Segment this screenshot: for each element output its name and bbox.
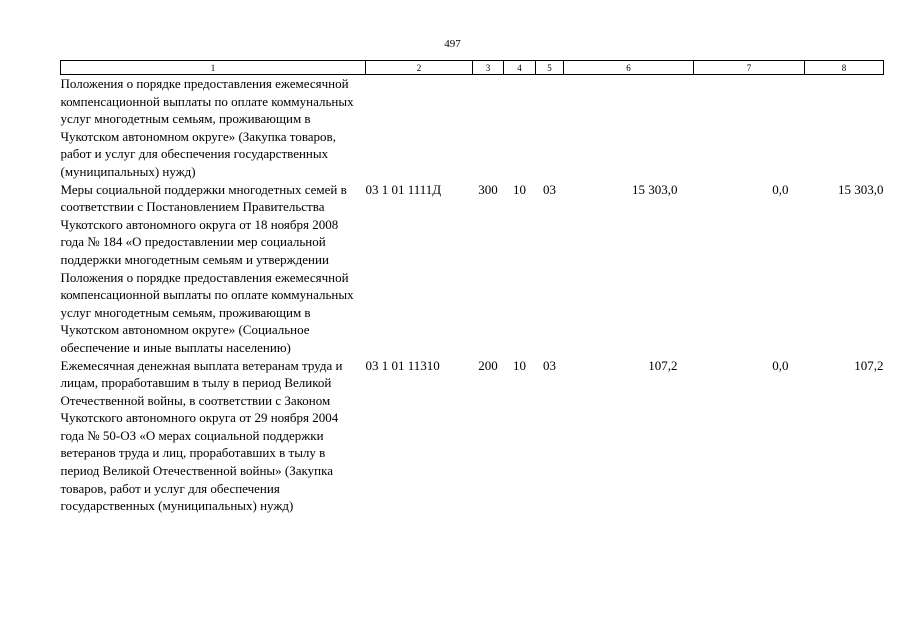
column-number: 1: [61, 61, 366, 75]
column-number: 6: [564, 61, 694, 75]
column-number: 2: [366, 61, 473, 75]
column-number: 7: [694, 61, 805, 75]
amount-total: [805, 75, 884, 181]
target-article-code: 03 1 01 11310: [365, 357, 440, 373]
amount-total: 15 303,0: [838, 181, 884, 197]
row-name: Ежемесячная денежная выплата ветеранам труда и лицам, проработавшим в тылу в период Великой Отечественной войны, в соответствии с Законом Чукотского автономного округа от 29 ноября 2004 года № 50-ОЗ «О мерах социальной поддержки ветеранов труда и лиц, проработавших в тылу в период Великой Отечественной войны» (Закупка товаров, работ и услуг для обеспечения государственных (муниципальных) нужд): [60, 357, 343, 514]
target-article-code: 03 1 01 1111Д: [365, 181, 442, 197]
subsection: 03: [543, 181, 556, 197]
expense-type: 300: [478, 181, 498, 197]
expense-type: [473, 75, 504, 181]
row-name: Меры социальной поддержки многодетных семей в соответствии с Постановлением Правительства Чукотского автономного округа от 18 ноября 2008 года № 184 «О предоставлении мер социальной поддержки многодетным семьям и утверждении Положения о порядке предоставления ежемесячной компенсационной выплаты по оплате коммунальных услуг многодетным семьям, проживающим в Чукотском автономном округе» (Социальное обеспечение и иные выплаты населению): [60, 181, 354, 355]
expense-type: 200: [478, 357, 498, 373]
column-number-row: [61, 61, 884, 75]
column-number: 5: [536, 61, 564, 75]
amount-change: 0,0: [772, 181, 789, 197]
section: [504, 75, 536, 181]
target-article-code: [366, 75, 473, 181]
section: 10: [513, 357, 526, 373]
table-row: [61, 357, 884, 515]
amount: 15 303,0: [632, 181, 678, 197]
table-row: [61, 75, 884, 181]
page-number: 497: [444, 38, 461, 50]
column-number: 3: [473, 61, 504, 75]
amount-total: 107,2: [854, 357, 884, 373]
row-name: Положения о порядке предоставления ежемесячной компенсационной выплаты по оплате коммунальных услуг многодетным семьям, проживающим в Чукотском автономном округе» (Закупка товаров, работ и услуг для обеспечения государственных (муниципальных) нужд): [60, 76, 354, 179]
budget-table: [60, 60, 884, 515]
subsection: 03: [543, 357, 556, 373]
amount: 107,2: [648, 357, 678, 373]
subsection: [536, 75, 564, 181]
amount-change: [694, 75, 805, 181]
amount: [564, 75, 694, 181]
section: 10: [513, 181, 526, 197]
column-number: 4: [504, 61, 536, 75]
column-number: 8: [805, 61, 884, 75]
amount-change: 0,0: [772, 357, 789, 373]
table-row: [61, 181, 884, 357]
